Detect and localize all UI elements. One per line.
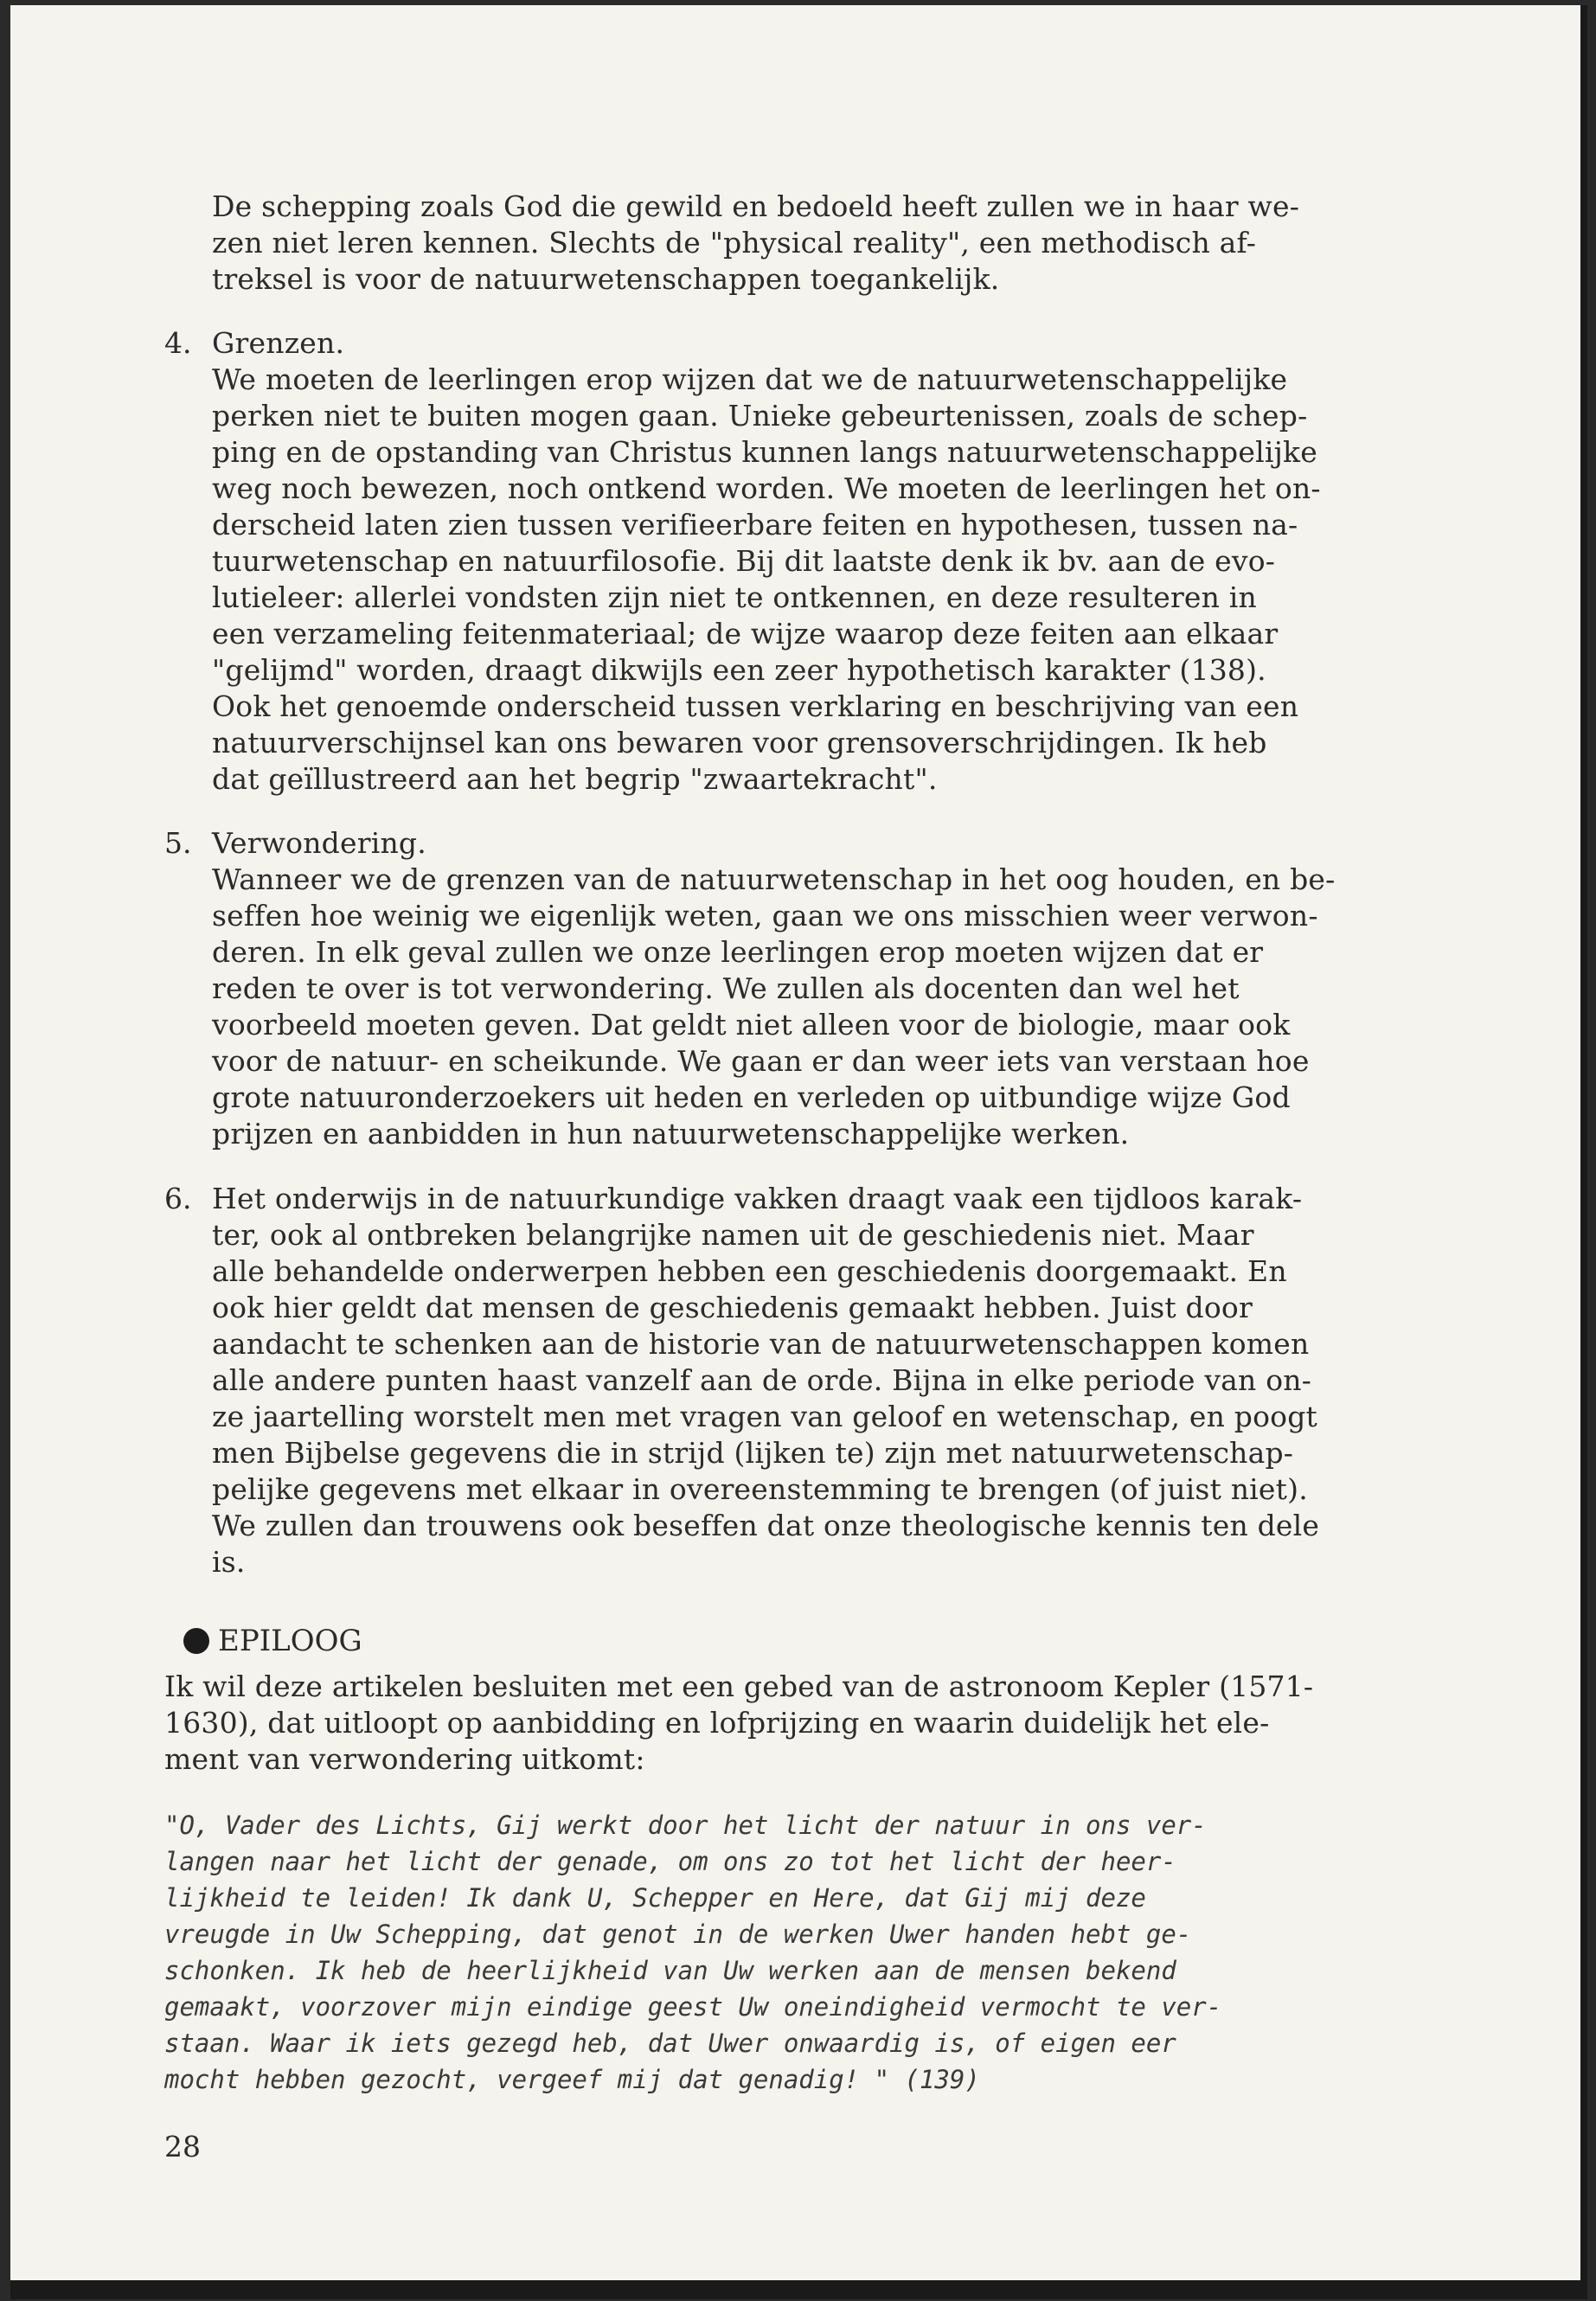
scan-edge-bottom: [10, 2280, 1587, 2299]
section-heading: Grenzen.: [212, 326, 345, 360]
text-line: 1630), dat uitloopt op aanbidding en lofprijzing en waarin duidelijk het ele-: [164, 1706, 1270, 1740]
text-line: Het onderwijs in de natuurkundige vakken draagt vaak een tijdloos karak-: [212, 1182, 1303, 1215]
text-line: tuurwetenschap en natuurfilosofie. Bij dit laatste denk ik bv. aan de evo-: [212, 544, 1276, 578]
text-line: aandacht te schenken aan de historie van de natuurwetenschappen komen: [212, 1327, 1310, 1361]
scan-edge-right: [1580, 5, 1587, 2299]
text-line: perken niet te buiten mogen gaan. Unieke gebeurtenissen, zoals de schep-: [212, 399, 1308, 433]
list-number: 4.: [164, 326, 192, 360]
text-line: deren. In elk geval zullen we onze leerlingen erop moeten wijzen dat er: [212, 935, 1264, 969]
text-line: Ik wil deze artikelen besluiten met een gebed van de astronoom Kepler (1571-: [164, 1670, 1314, 1703]
quote-line: mocht hebben gezocht, vergeef mij dat genadig! " (139): [164, 2065, 980, 2094]
text-line: alle behandelde onderwerpen hebben een geschiedenis doorgemaakt. En: [212, 1254, 1287, 1288]
quote-line: gemaakt, voorzover mijn eindige geest Uw oneindigheid vermocht te ver-: [164, 1992, 1222, 2022]
section-heading: Verwondering.: [212, 826, 426, 860]
text-line: zen niet leren kennen. Slechts de "physical reality", een methodisch af-: [212, 226, 1257, 260]
document-page: [10, 5, 1587, 2299]
epiloog-heading-label: EPILOOG: [218, 1624, 362, 1658]
text-line: pelijke gegevens met elkaar in overeenstemming te brengen (of juist niet).: [212, 1472, 1308, 1506]
list-item-body: [212, 825, 1440, 1152]
text-line: alle andere punten haast vanzelf aan de orde. Bijna in elke periode van on-: [212, 1363, 1312, 1397]
text-line: We moeten de leerlingen erop wijzen dat we de natuurwetenschappelijke: [212, 362, 1288, 396]
text-line: Wanneer we de grenzen van de natuurwetenschap in het oog houden, en be-: [212, 862, 1336, 896]
text-line: is.: [212, 1545, 246, 1579]
list-number: 5.: [164, 826, 192, 860]
epiloog-paragraph: [164, 1669, 1453, 1778]
quote-line: vreugde in Uw Schepping, dat genot in de werken Uwer handen hebt ge-: [164, 1920, 1192, 1949]
list-item-body: [212, 325, 1440, 798]
text-line: weg noch bewezen, noch ontkend worden. We moeten de leerlingen het on-: [212, 471, 1321, 505]
text-line: prijzen en aanbidden in hun natuurwetenschappelijke werken.: [212, 1117, 1130, 1150]
bullet-icon: [183, 1628, 209, 1654]
text-line: voor de natuur- en scheikunde. We gaan er dan weer iets van verstaan hoe: [212, 1044, 1310, 1078]
text-line: De schepping zoals God die gewild en bedoeld heeft zullen we in haar we-: [212, 189, 1300, 223]
text-line: derscheid laten zien tussen verifieerbare feiten en hypothesen, tussen na-: [212, 508, 1298, 542]
text-line: lutieleer: allerlei vondsten zijn niet te ontkennen, en deze resulteren in: [212, 580, 1258, 614]
text-line: ment van verwondering uitkomt:: [164, 1742, 645, 1776]
text-line: ook hier geldt dat mensen de geschiedenis gemaakt hebben. Juist door: [212, 1291, 1253, 1324]
text-line: een verzameling feitenmateriaal; de wijze waarop deze feiten aan elkaar: [212, 617, 1279, 651]
text-line: "gelijmd" worden, draagt dikwijls een zeer hypothetisch karakter (138).: [212, 653, 1266, 687]
quote-line: staan. Waar ik iets gezegd heb, dat Uwer onwaardig is, of eigen eer: [164, 2029, 1176, 2058]
quote-line: schonken. Ik heb de heerlijkheid van Uw werken aan de mensen bekend: [164, 1956, 1176, 1985]
text-line: treksel is voor de natuurwetenschappen toegankelijk.: [212, 262, 1000, 296]
text-line: Ook het genoemde onderscheid tussen verklaring en beschrijving van een: [212, 689, 1299, 723]
list-number: 6.: [164, 1182, 192, 1215]
text-line: natuurverschijnsel kan ons bewaren voor grensoverschrijdingen. Ik heb: [212, 726, 1267, 760]
intro-paragraph: [212, 189, 1436, 298]
text-line: voorbeeld moeten geven. Dat geldt niet alleen voor de biologie, maar ook: [212, 1008, 1291, 1042]
kepler-prayer-quote: [164, 1807, 1453, 2098]
text-line: We zullen dan trouwens ook beseffen dat onze theologische kennis ten dele: [212, 1509, 1320, 1542]
text-line: grote natuuronderzoekers uit heden en verleden op uitbundige wijze God: [212, 1080, 1291, 1114]
text-line: ping en de opstanding van Christus kunnen langs natuurwetenschappelijke: [212, 435, 1317, 469]
text-line: seffen hoe weinig we eigenlijk weten, gaan we ons misschien weer verwon-: [212, 899, 1318, 933]
quote-line: "O, Vader des Lichts, Gij werkt door het licht der natuur in ons ver-: [164, 1811, 1207, 1840]
quote-line: lijkheid te leiden! Ik dank U, Schepper en Here, dat Gij mij deze: [164, 1883, 1146, 1913]
quote-line: langen naar het licht der genade, om ons zo tot het licht der heer-: [164, 1847, 1176, 1876]
page-number: 28: [164, 2130, 201, 2163]
text-line: ze jaartelling worstelt men met vragen van geloof en wetenschap, en poogt: [212, 1400, 1317, 1433]
text-line: men Bijbelse gegevens die in strijd (lijken te) zijn met natuurwetenschap-: [212, 1436, 1294, 1470]
epiloog-heading: [183, 1623, 362, 1659]
text-line: reden te over is tot verwondering. We zullen als docenten dan wel het: [212, 971, 1240, 1005]
text-line: ter, ook al ontbreken belangrijke namen uit de geschiedenis niet. Maar: [212, 1218, 1254, 1252]
text-line: dat geïllustreerd aan het begrip "zwaartekracht".: [212, 762, 938, 796]
list-item-body: [212, 1181, 1440, 1580]
